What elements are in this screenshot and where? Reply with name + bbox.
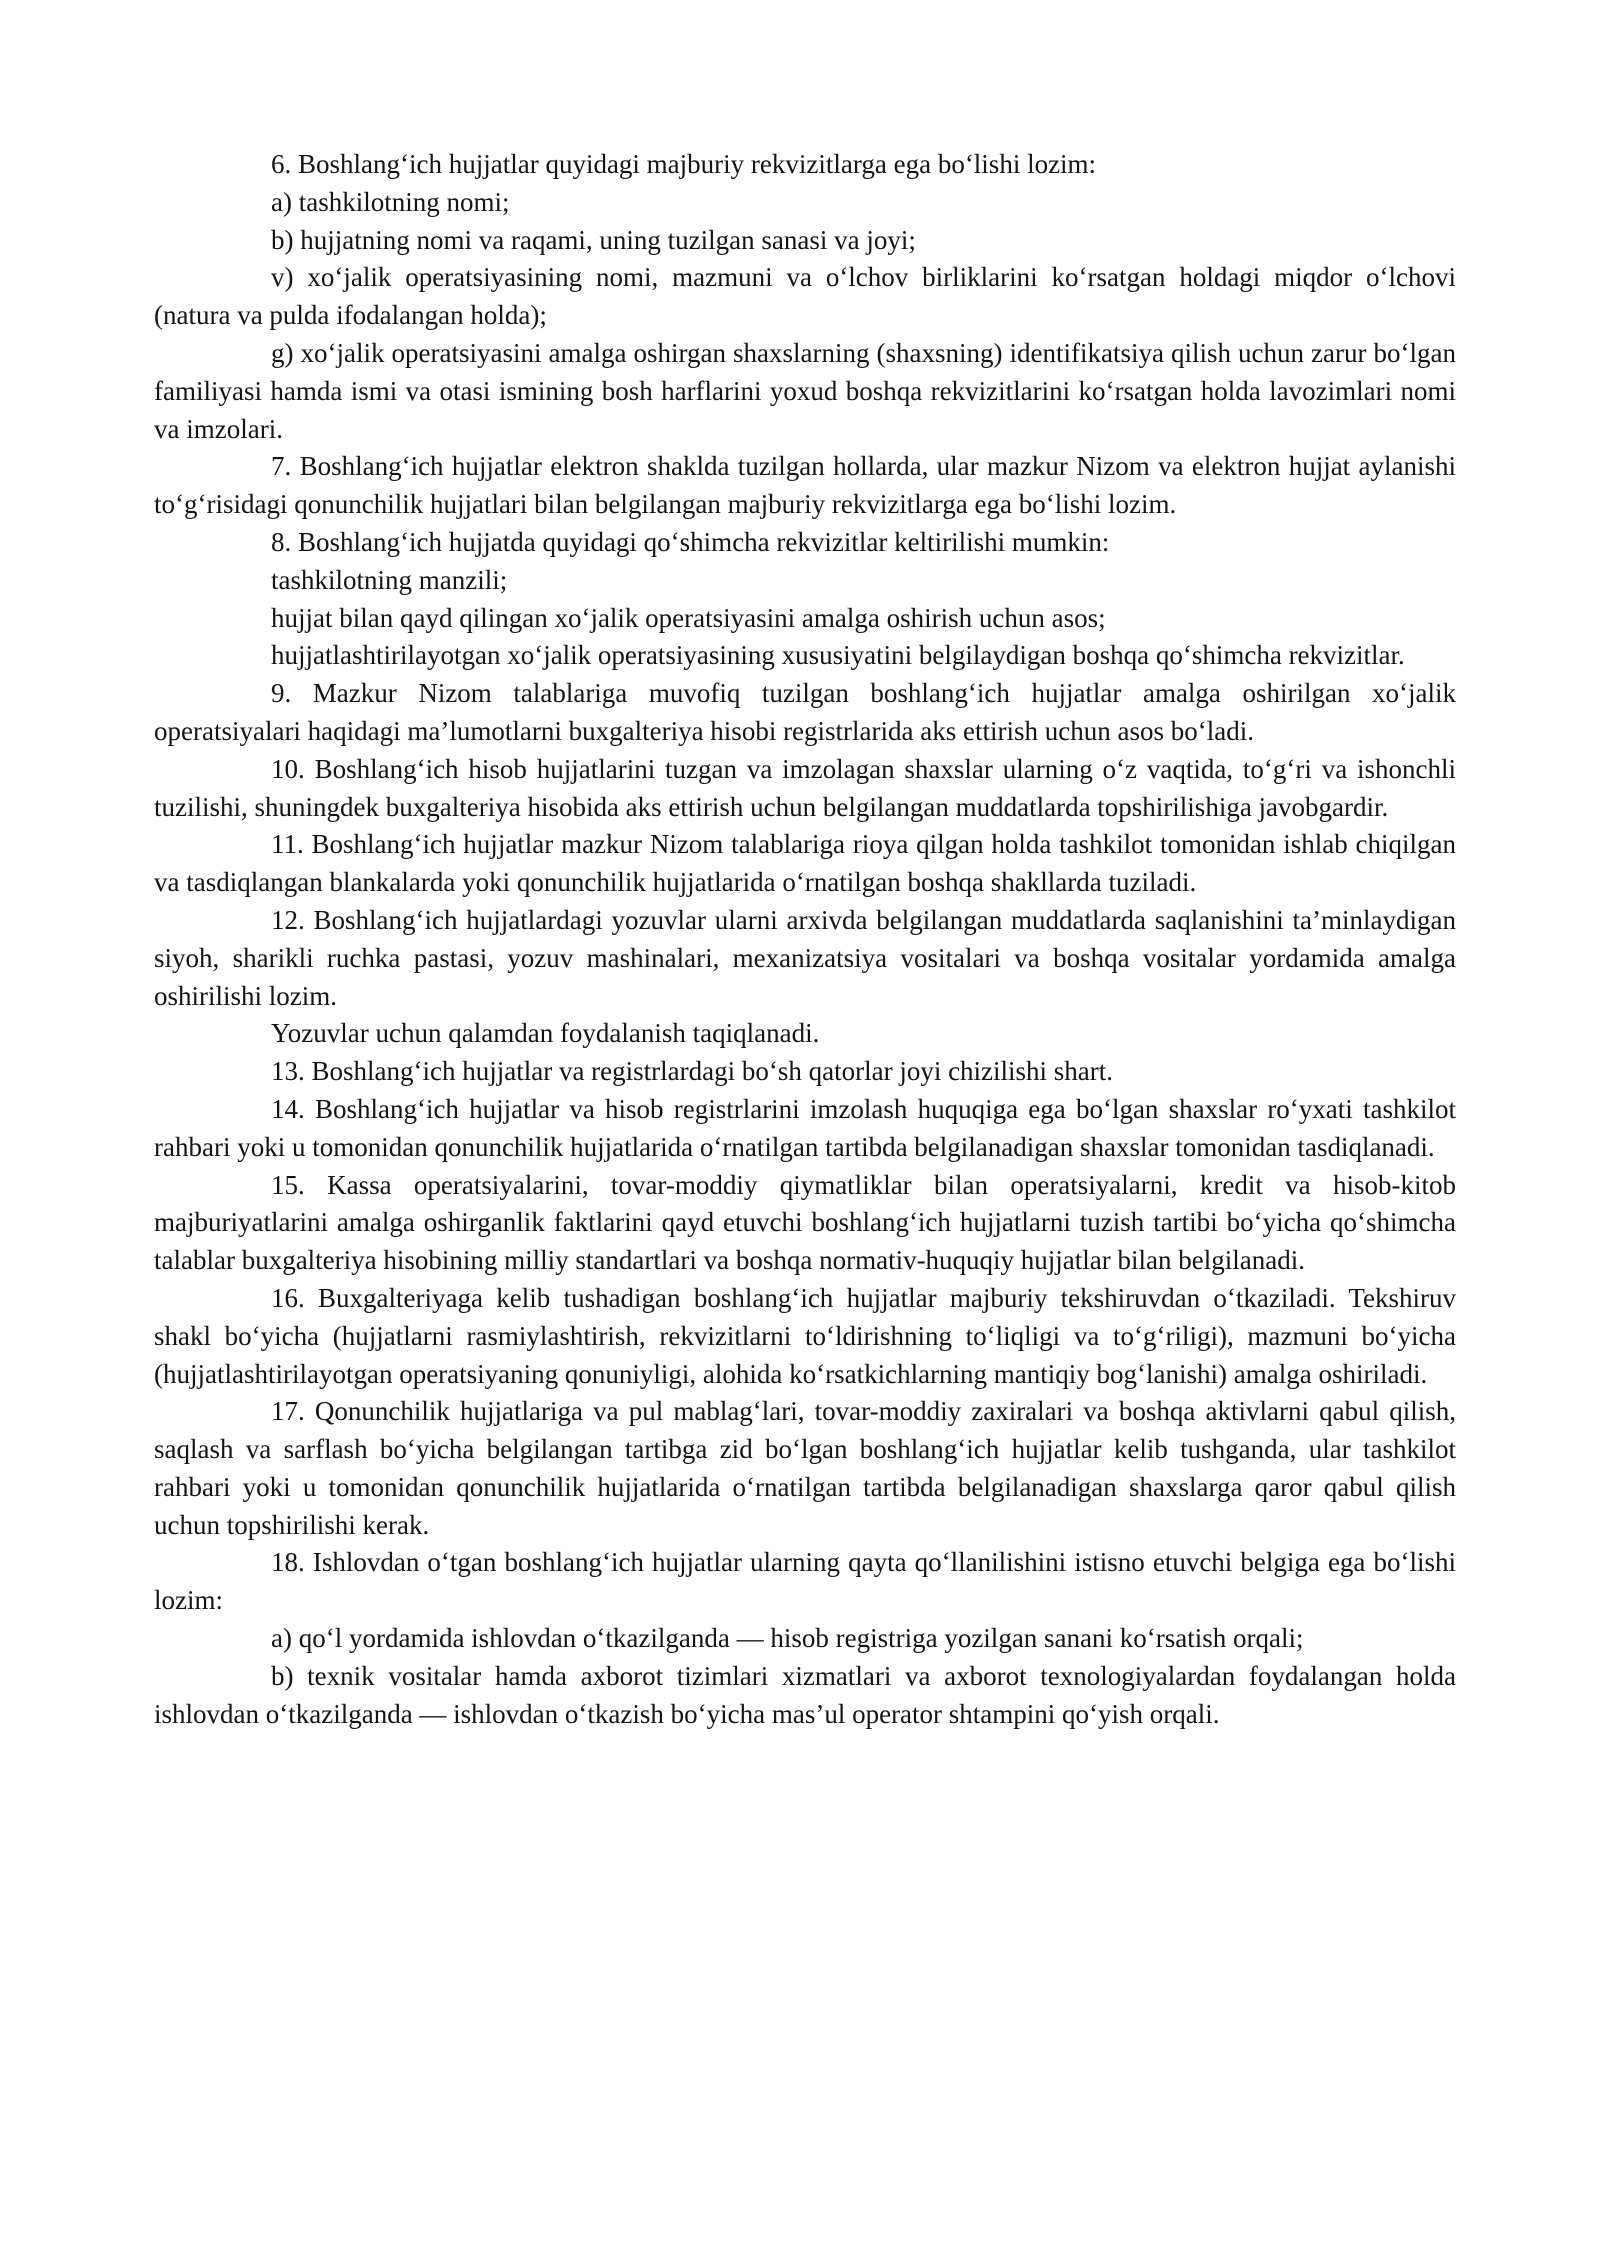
paragraph-17: 17. Qonunchilik hujjatlariga va pul mablag‘lari, tovar-moddiy zaxiralari va boshqa aktivlarni qabul qilish, saqlash va sarflash bo‘yicha belgilangan tartibga zid bo‘lgan boshlang‘ich hujjatlar kelib tushganda, ular tashkilot rahbari yoki u tomonidan qonunchilik hujjatlarida o‘rnatilgan tartibda belgilanadigan shaxslarga qaror qabul qilish uchun topshirilishi kerak. <box>154 1396 1456 1540</box>
paragraph-11: 11. Boshlang‘ich hujjatlar mazkur Nizom talablariga rioya qilgan holda tashkilot tomonidan ishlab chiqilgan va tasdiqlangan blankalarda yoki qonunchilik hujjatlarida o‘rnatilgan boshqa shakllarda tuziladi. <box>154 829 1456 898</box>
paragraph-18b: b) texnik vositalar hamda axborot tizimlari xizmatlari va axborot texnologiyalardan foydalangan holda ishlovdan o‘tkazilganda — ishlovdan o‘tkazish bo‘yicha mas’ul operator shtampini qo‘yish orqali. <box>154 1660 1456 1729</box>
paragraph-8-item-3: hujjatlashtirilayotgan xo‘jalik operatsiyasining xususiyatini belgilaydigan boshqa qo‘shimcha rekvizitlar. <box>271 640 1405 671</box>
paragraph-12-note: Yozuvlar uchun qalamdan foydalanish taqiqlanadi. <box>271 1018 820 1049</box>
paragraph-8: 8. Boshlang‘ich hujjatda quyidagi qo‘shimcha rekvizitlar keltirilishi mumkin: <box>271 526 1110 557</box>
paragraph-14: 14. Boshlang‘ich hujjatlar va hisob registrlarini imzolash huquqiga ega bo‘lgan shaxslar ro‘yxati tashkilot rahbari yoki u tomonidan qonunchilik hujjatlarida o‘rnatilgan tartibda belgilanadigan shaxslar tomonidan tasdiqlanadi. <box>154 1093 1456 1162</box>
paragraph-10: 10. Boshlang‘ich hisob hujjatlarini tuzgan va imzolagan shaxslar ularning o‘z vaqtida, to‘g‘ri va ishonchli tuzilishi, shuningdek buxgalteriya hisobida aks ettirish uchun belgilangan muddatlarda topshirilishiga javobgardir. <box>154 753 1456 822</box>
paragraph-15: 15. Kassa operatsiyalarini, tovar-moddiy qiymatliklar bilan operatsiyalarni, kredit va hisob-kitob majburiyatlarini amalga oshirganlik faktlarini qayd etuvchi boshlang‘ich hujjatlarni tuzish tartibi bo‘yicha qo‘shimcha talablar buxgalteriya hisobining milliy standartlari va boshqa normativ-huquqiy hujjatlar bilan belgilanadi. <box>154 1169 1456 1276</box>
paragraph-16: 16. Buxgalteriyaga kelib tushadigan boshlang‘ich hujjatlar majburiy tekshiruvdan o‘tkaziladi. Tekshiruv shakl bo‘yicha (hujjatlarni rasmiylashtirish, rekvizitlarni to‘ldirishning to‘liqligi va to‘g‘riligi), mazmuni bo‘yicha (hujjatlashtirilayotgan operatsiyaning qonuniyligi, alohida ko‘rsatkichlarning mantiqiy bog‘lanishi) amalga oshiriladi. <box>154 1282 1456 1389</box>
document-page <box>154 146 1456 1733</box>
paragraph-8-item-2: hujjat bilan qayd qilingan xo‘jalik operatsiyasini amalga oshirish uchun asos; <box>271 602 1106 633</box>
paragraph-6b: b) hujjatning nomi va raqami, uning tuzilgan sanasi va joyi; <box>271 224 916 255</box>
paragraph-6g: g) xo‘jalik operatsiyasini amalga oshirgan shaxslarning (shaxsning) identifikatsiya qilish uchun zarur bo‘lgan familiyasi hamda ismi va otasi ismining bosh harflarini yoxud boshqa rekvizitlarini ko‘rsatgan holda lavozimlari nomi va imzolari. <box>154 337 1456 444</box>
paragraph-13: 13. Boshlang‘ich hujjatlar va registrlardagi bo‘sh qatorlar joyi chizilishi shart. <box>271 1056 1114 1087</box>
paragraph-7: 7. Boshlang‘ich hujjatlar elektron shaklda tuzilgan hollarda, ular mazkur Nizom va elektron hujjat aylanishi to‘g‘risidagi qonunchilik hujjatlari bilan belgilangan majburiy rekvizitlarga ega bo‘lishi lozim. <box>154 451 1456 520</box>
paragraph-6: 6. Boshlang‘ich hujjatlar quyidagi majburiy rekvizitlarga ega bo‘lishi lozim: <box>271 149 1097 179</box>
paragraph-6a: a) tashkilotning nomi; <box>271 186 510 217</box>
paragraph-9: 9. Mazkur Nizom talablariga muvofiq tuzilgan boshlang‘ich hujjatlar amalga oshirilgan xo‘jalik operatsiyalari haqidagi ma’lumotlarni buxgalteriya hisobi registrlarida aks ettirish uchun asos bo‘ladi. <box>154 678 1456 746</box>
paragraph-8-item-1: tashkilotning manzili; <box>271 564 508 595</box>
paragraph-18: 18. Ishlovdan o‘tgan boshlang‘ich hujjatlar ularning qayta qo‘llanilishini istisno etuvchi belgiga ega bo‘lishi lozim: <box>154 1547 1456 1616</box>
paragraph-12: 12. Boshlang‘ich hujjatlardagi yozuvlar ularni arxivda belgilangan muddatlarda saqlanishini ta’minlaydigan siyoh, sharikli ruchka pastasi, yozuv mashinalari, mexanizatsiya vositalari va boshqa vositalar yordamida amalga oshirilishi lozim. <box>154 904 1456 1011</box>
paragraph-6v: v) xo‘jalik operatsiyasining nomi, mazmuni va o‘lchov birliklarini ko‘rsatgan holdagi miqdor o‘lchovi (natura va pulda ifodalangan holda); <box>154 262 1456 331</box>
paragraph-18a: a) qo‘l yordamida ishlovdan o‘tkazilganda — hisob registriga yozilgan sanani ko‘rsatish orqali; <box>271 1623 1304 1654</box>
